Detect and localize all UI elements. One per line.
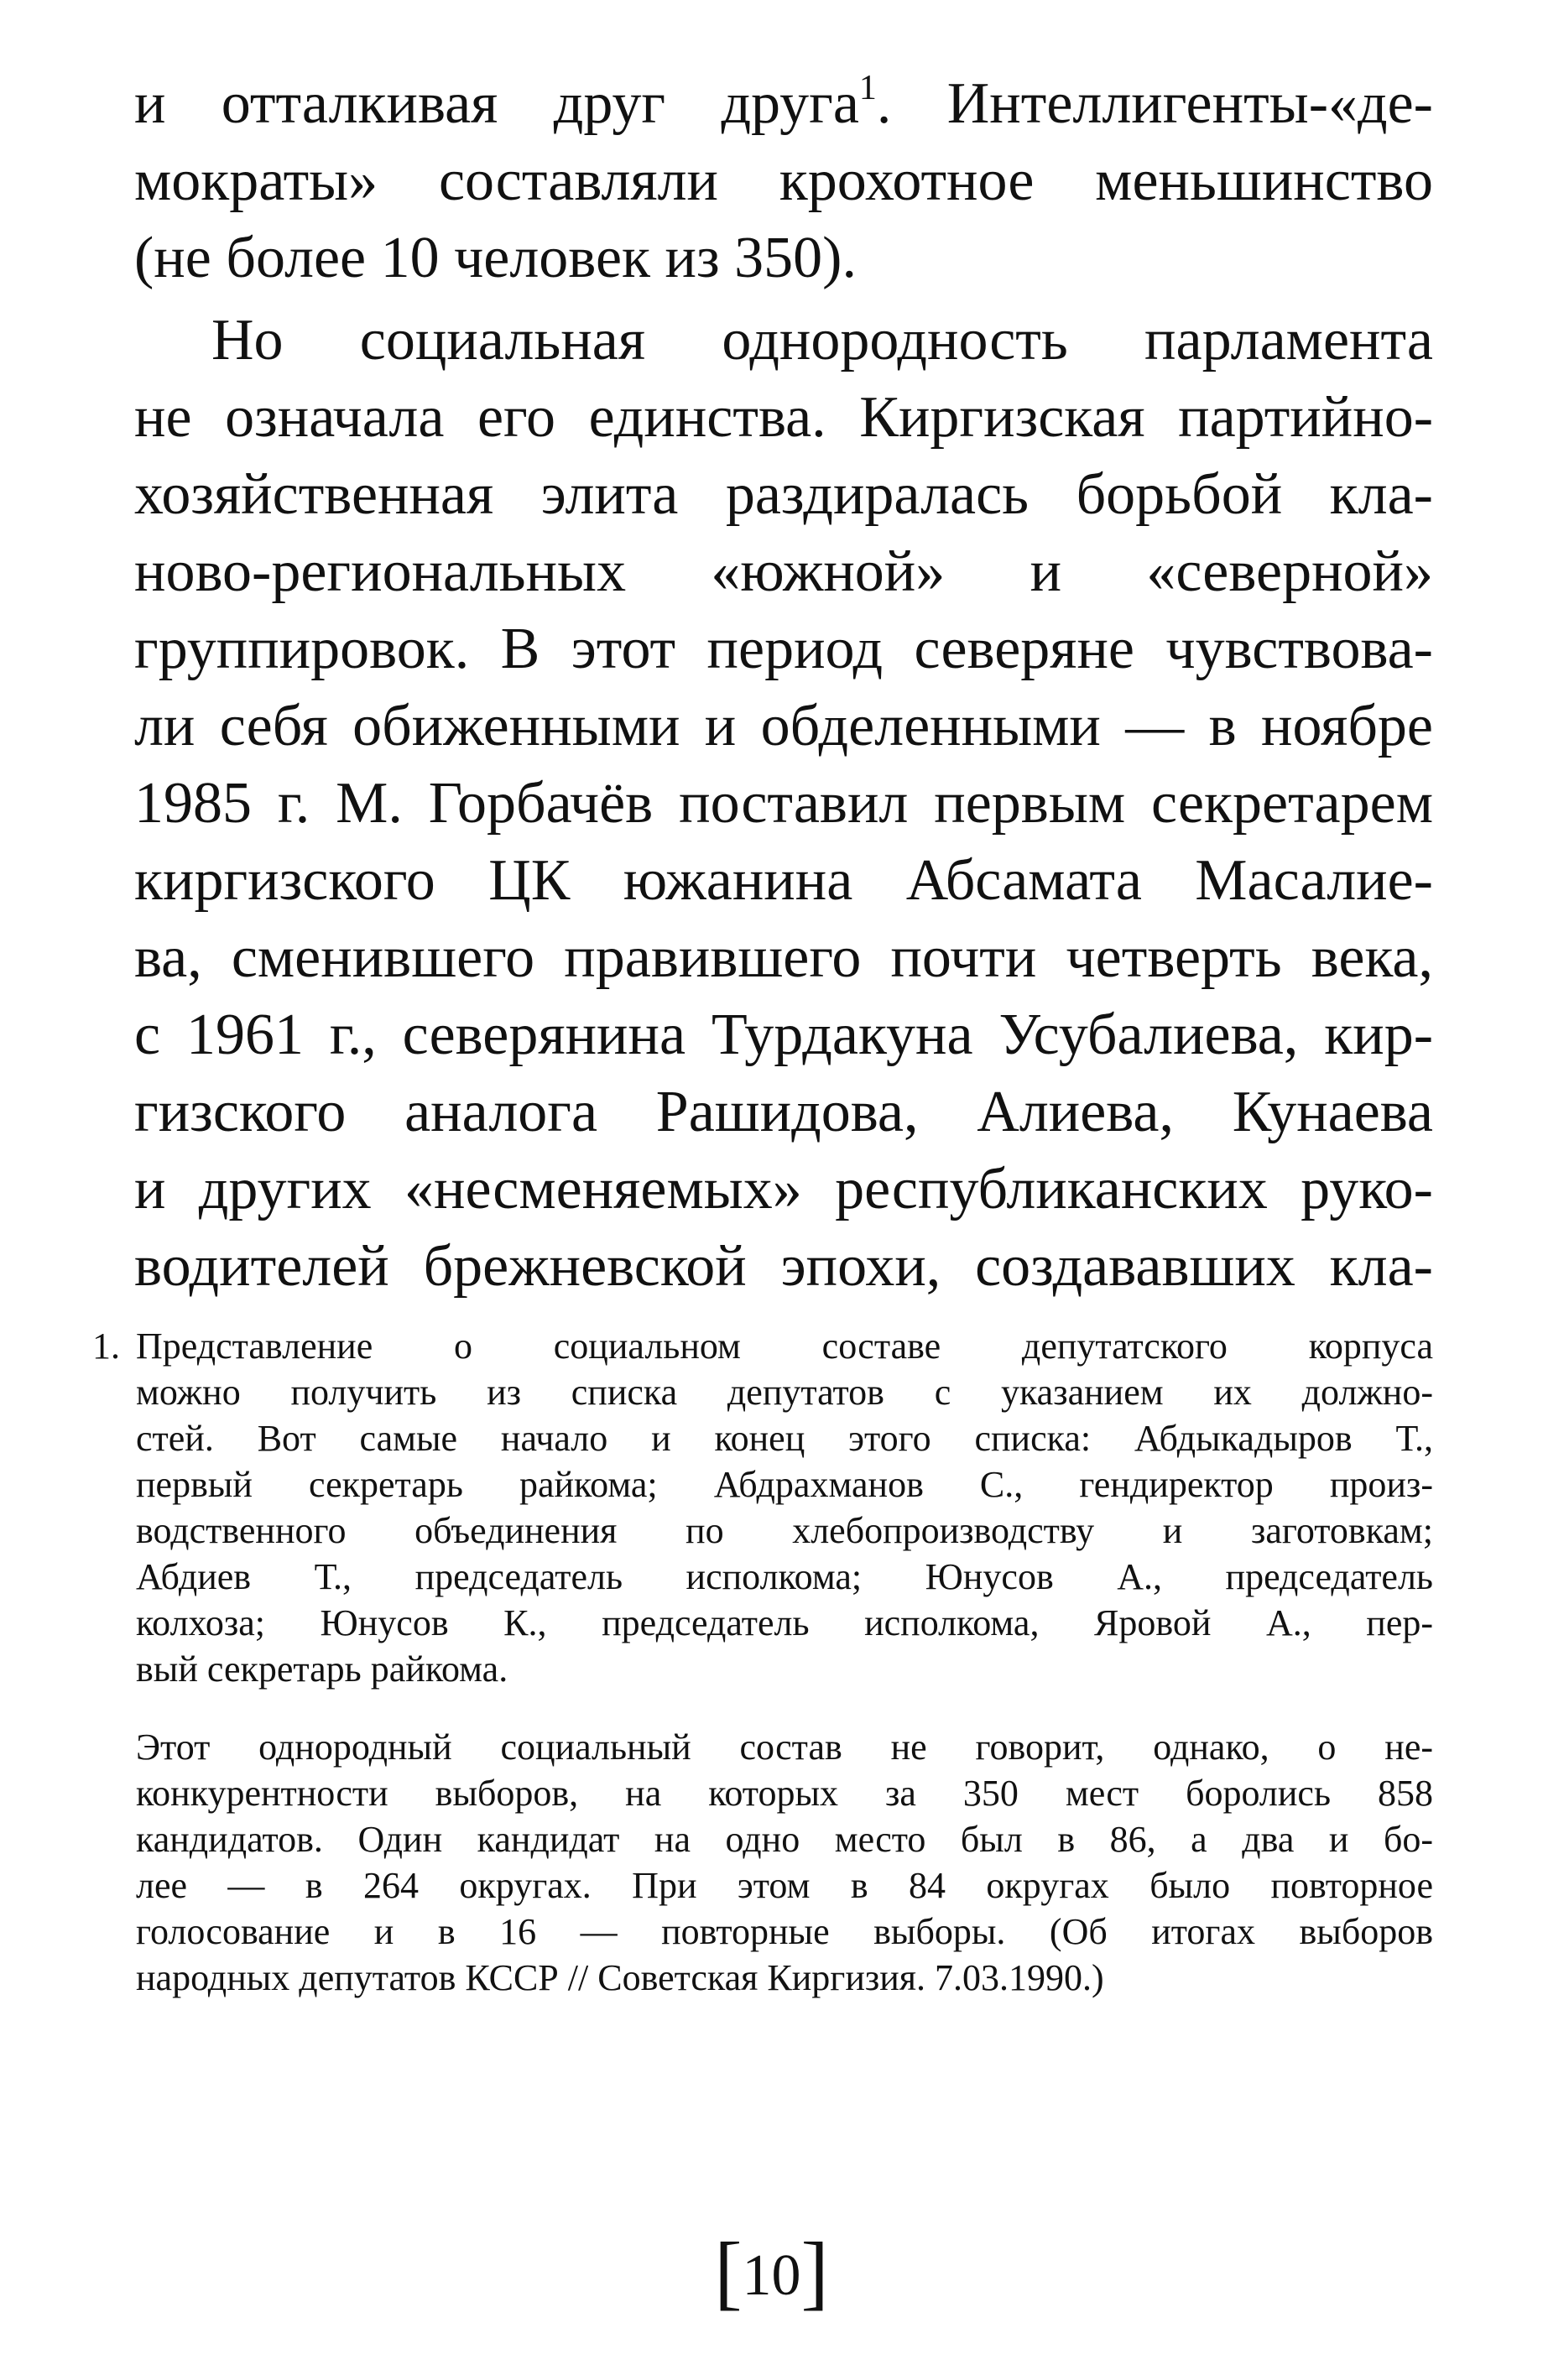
bracket-right: ] [800, 2225, 829, 2318]
footnote-line: стей. Вот самые начало и конец этого списка: Абдыкадыров Т., [136, 1418, 1433, 1459]
text-line: группировок. В этот период северяне чувствова- [134, 617, 1433, 681]
text-line: ли себя обиженными и обделенными — в ноябре [134, 694, 1433, 758]
bracket-left: [ [714, 2225, 743, 2318]
text-line: киргизского ЦК южанина Абсамата Масалие- [134, 848, 1433, 913]
text-line: ва, сменившего правившего почти четверть века, [134, 925, 1433, 990]
page-number-value: 10 [742, 2243, 801, 2308]
text-line: 1985 г. М. Горбачёв поставил первым секретарем [134, 771, 1433, 836]
footnote-number: 1. [92, 1325, 120, 1367]
footnotes [92, 1323, 1433, 2001]
paragraph-gap [92, 1692, 1433, 1724]
footnote-line: голосование и в 16 — повторные выборы. (Об итогах выборов [136, 1911, 1433, 1952]
text-line: не означала его единства. Киргизская партийно- [134, 385, 1433, 450]
footnote-line: Этот однородный социальный состав не говорит, однако, о не- [136, 1726, 1433, 1768]
text-line: Но социальная однородность парламента [211, 308, 1433, 372]
footnote-line: народных депутатов КССР // Советская Киргизия. 7.03.1990.) [136, 1957, 1104, 1998]
text-line: хозяйственная элита раздиралась борьбой кла- [134, 462, 1433, 527]
footnote-line: водственного объединения по хлебопроизводству и заготовкам; [136, 1510, 1433, 1551]
text-line: с 1961 г., северянина Турдакуна Усубалиева, кир- [134, 1003, 1433, 1067]
footnote-line: первый секретарь райкома; Абдрахманов С., гендиректор произ- [136, 1464, 1433, 1505]
footnote-line: Абдиев Т., председатель исполкома; Юнусов А., председатель [136, 1556, 1433, 1597]
text-line: ново-региональных «южной» и «северной» [134, 539, 1433, 604]
footnote-line [92, 1323, 1433, 1369]
page-number [0, 2225, 1543, 2318]
main-text [134, 65, 1433, 1305]
footnote-line: кандидатов. Один кандидат на одно место был в 86, а два и бо- [136, 1819, 1433, 1860]
text-segment: . Интеллигенты-«де- [876, 71, 1433, 136]
footnote-line: колхоза; Юнусов К., председатель исполкома, Яровой А., пер- [136, 1602, 1433, 1643]
text-line: гизского аналога Рашидова, Алиева, Кунаева [134, 1080, 1433, 1144]
footnote-line: лее — в 264 округах. При этом в 84 округах было повторное [136, 1865, 1433, 1906]
text-line: водителей брежневской эпохи, создававших кла- [134, 1234, 1433, 1299]
text-line: (не более 10 человек из 350). [134, 226, 857, 290]
text-line: и других «несменяемых» республиканских руко- [134, 1157, 1433, 1221]
footnote-text: Представление о социальном составе депутатского корпуса [136, 1325, 1433, 1367]
footnote-line: можно получить из списка депутатов с указанием их должно- [136, 1372, 1433, 1413]
footnote-line: конкурентности выборов, на которых за 350 мест боролись 858 [136, 1773, 1433, 1814]
footnote-reference[interactable]: 1 [858, 68, 877, 107]
text-line: мократы» составляли крохотное меньшинство [134, 148, 1433, 213]
footnote-line: вый секретарь райкома. [136, 1648, 508, 1690]
text-segment: и отталкивая друг друга [134, 71, 859, 136]
text-line [134, 65, 1433, 143]
